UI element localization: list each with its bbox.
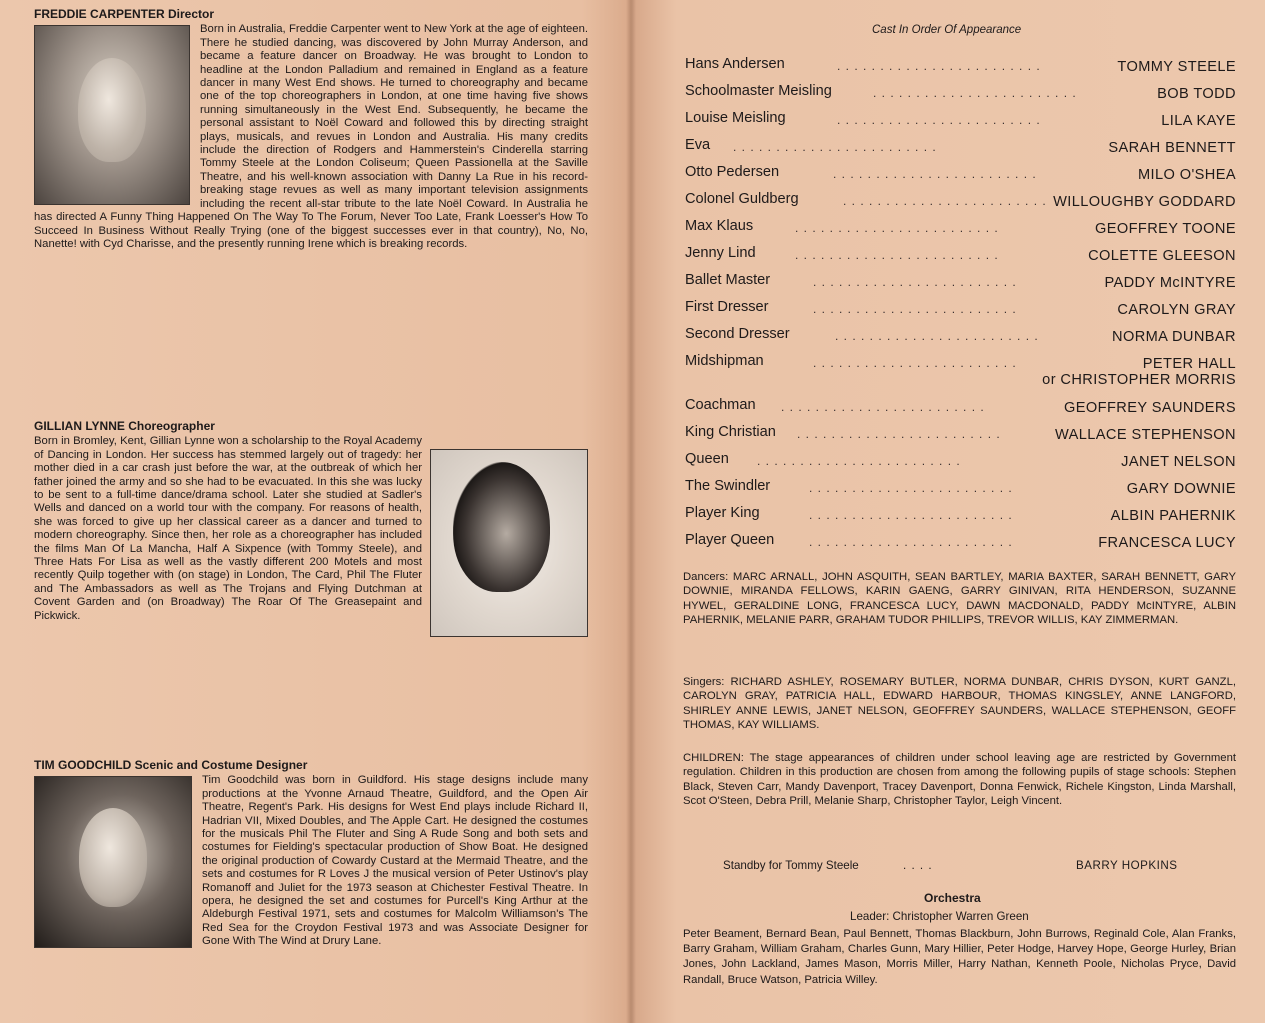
- leader-dots: . . . . . . . . . . . . . . . . . . . . . . . .: [809, 508, 1013, 522]
- leader-dots: . . . . . . . . . . . . . . . . . . . . . . . .: [809, 481, 1013, 495]
- cast-row: [685, 137, 1236, 159]
- cast-role: Queen: [685, 451, 729, 467]
- singers-list: [683, 675, 1236, 733]
- cast-role: Max Klaus: [685, 218, 754, 234]
- leader-dots: . . . . . . . . . . . . . . . . . . . . . . . .: [797, 427, 1001, 441]
- bio-gillian-lynne: [34, 420, 588, 641]
- cast-actor: GEOFFREY SAUNDERS: [1064, 400, 1236, 416]
- cast-row: [685, 451, 1236, 473]
- leader-dots: . . . . . . . . . . . . . . . . . . . . . . . .: [813, 302, 1017, 316]
- cast-role: King Christian: [685, 424, 776, 440]
- orchestra-heading: Orchestra: [924, 891, 981, 905]
- cast-row: [685, 83, 1236, 105]
- cast-role: Second Dresser: [685, 326, 790, 342]
- cast-row: [685, 505, 1236, 527]
- cast-row: [685, 532, 1236, 554]
- cast-row: [685, 353, 1236, 393]
- portrait-photo-gillian-lynne: [430, 449, 588, 637]
- leader-dots: . . . . . . . . . . . . . . . . . . . . . . . .: [837, 59, 1041, 73]
- right-page: [632, 0, 1265, 1023]
- orchestra-members: Peter Beament, Bernard Bean, Paul Bennett, Thomas Blackburn, John Burrows, Reginald Cole, Alan Franks, Barry Graham, William Graham, Charles Gunn, Mary Hillier, Peter Hodge, Harvey Hope, George Hurley, Brian Jones, John Lackland, James Mason, Morris Miller, Harry Nathan, Kenneth Poole, Nicholas Pryce, David Randall, Bruce Watson, Patricia Willey.: [683, 928, 1236, 986]
- cast-actor: SARAH BENNETT: [1108, 140, 1236, 156]
- dancers-text: Dancers: MARC ARNALL, JOHN ASQUITH, SEAN BARTLEY, MARIA BAXTER, SARAH BENNETT, GARY DOWNIE, MIRANDA FELLOWS, KARIN GAENG, GARRY GINIVAN, RITA HENDERSON, SUZANNE HYWEL, GERALDINE LONG, FRANCESCA LUCY, DAWN MACDONALD, PADDY McINTYRE, ALBIN PAHERNIK, MELANIE PARR, GRAHAM TUDOR PHILLIPS, TREVOR WILLIS, KAY ZIMMERMAN.: [683, 571, 1236, 627]
- cast-actor: FRANCESCA LUCY: [1098, 535, 1236, 551]
- cast-actor-alternate: or CHRISTOPHER MORRIS: [1042, 372, 1236, 388]
- cast-role: Player King: [685, 505, 760, 521]
- bio-freddie-carpenter: [34, 8, 588, 251]
- leader-dots: . . . . . . . . . . . . . . . . . . . . . . . .: [733, 140, 937, 154]
- cast-actor: PETER HALL: [1142, 356, 1236, 372]
- bio-tim-goodchild: [34, 759, 588, 952]
- cast-actor: TOMMY STEELE: [1117, 59, 1236, 75]
- leader-dots: . . . . . . . . . . . . . . . . . . . . . . . .: [809, 535, 1013, 549]
- page-gutter: [626, 0, 636, 1023]
- bio-heading: GILLIAN LYNNE Choreographer: [34, 419, 215, 433]
- cast-row: [685, 478, 1236, 500]
- leader-dots: . . . . . . . . . . . . . . . . . . . . . . . .: [781, 400, 985, 414]
- cast-role: Otto Pedersen: [685, 164, 780, 180]
- bio-heading: FREDDIE CARPENTER Director: [34, 7, 215, 21]
- cast-row: [685, 56, 1236, 78]
- cast-actor: JANET NELSON: [1121, 454, 1236, 470]
- dancers-list: [683, 570, 1236, 628]
- standby-role: Standby for Tommy Steele: [723, 859, 859, 872]
- cast-row: [685, 397, 1236, 419]
- cast-role: Midshipman: [685, 353, 764, 369]
- orchestra-leader: Leader: Christopher Warren Green: [850, 910, 1029, 923]
- cast-role: Jenny Lind: [685, 245, 756, 261]
- cast-row: [685, 245, 1236, 267]
- leader-dots: . . . . . . . . . . . . . . . . . . . . . . . .: [833, 167, 1037, 181]
- cast-row: [685, 164, 1236, 186]
- cast-role: The Swindler: [685, 478, 771, 494]
- cast-actor: PADDY McINTYRE: [1104, 275, 1236, 291]
- leader-dots: . . . . . . . . . . . . . . . . . . . . . . . .: [835, 329, 1039, 343]
- bio-heading: TIM GOODCHILD Scenic and Costume Designer: [34, 758, 308, 772]
- cast-actor: NORMA DUNBAR: [1112, 329, 1236, 345]
- cast-caption: Cast In Order Of Appearance: [872, 24, 1022, 36]
- bio-text: Born in Bromley, Kent, Gillian Lynne won a scholarship to the Royal Academy of Dancing in London. Her success has stemmed largely out of tragedy: her mother died in a car crash just before the war, at the outbreak of which her father joined the army and so she had to be evacuated. In this she was lucky to be sent to a full-time dance/drama school. Later she studied at Sadler's Wells and danced on a world tour with the company. For reasons of health, she was forced to give up her classical career as a dancer and turned to modern choreography. Since then, her role as a choreographer has included the films Man Of La Mancha, Half A Sixpence (with Tommy Steele), and Three Hats For Lisa as well as the vastly different 200 Motels and most recently Quilp together with (on stage) in London, The Card, Phil The Fluter and The Ambassadors as well as The Trojans and Flying Dutchman at Covent Garden and (on Broadway) The Roar Of The Greasepaint and Pickwick.: [34, 435, 422, 622]
- portrait-photo-freddie-carpenter: [34, 25, 190, 205]
- children-text: CHILDREN: The stage appearances of children under school leaving age are restricted by Government regulation. Children in this production are chosen from among the following pupils of stage schools: Stephen Black, Steven Carr, Mandy Davenport, Tracey Davenport, Donna Fenwick, Richele Kingston, Linda Marshall, Scot O'Steen, Debra Prill, Melanie Sharp, Christopher Taylor, Leigh Vincent.: [683, 752, 1236, 808]
- leader-dots: . . . .: [903, 859, 933, 872]
- cast-row: [685, 299, 1236, 321]
- leader-dots: . . . . . . . . . . . . . . . . . . . . . . . .: [813, 356, 1017, 370]
- cast-row: [685, 218, 1236, 240]
- cast-role: Ballet Master: [685, 272, 771, 288]
- leader-dots: . . . . . . . . . . . . . . . . . . . . . . . .: [813, 275, 1017, 289]
- cast-role: Player Queen: [685, 532, 775, 548]
- bio-text: Born in Australia, Freddie Carpenter went to New York at the age of eighteen. There he studied dancing, was discovered by John Murray Anderson, and became a feature dancer on Broadway. He was brought to London to headline at the London Palladium and remained in England as a feature dancer in many West End shows. He turned to choreography and became one of the top choreographers in London, at one time having five shows running simultaneously in the West End. Subsequently, he became the personal assistant to Noël Coward and followed this by directing straight plays, musicals, and revues in London and Australia. His many credits include the direction of Rodgers and Hammerstein's Cinderella starring Tommy Steele at the London Coliseum; Queen Passionella at the Saville Theatre, and his well-known association with Danny La Rue in his record-breaking stage revues as well as many important television assignments including the recent all-star tribute to the late Noël Coward. In Australia he has directed A Funny Thing Happened On The Way To The Forum, Never Too Late, Frank Loesser's How To Succeed In Business Without Really Trying (one of the biggest successes ever in that country), No, No, Nanette! with Cyd Charisse, and the presently running Irene which is breaking records.: [34, 23, 588, 250]
- cast-row: [685, 424, 1236, 446]
- cast-row: [685, 272, 1236, 294]
- cast-row: [685, 191, 1236, 213]
- cast-actor: BOB TODD: [1157, 86, 1236, 102]
- leader-dots: . . . . . . . . . . . . . . . . . . . . . . . .: [757, 454, 961, 468]
- leader-dots: . . . . . . . . . . . . . . . . . . . . . . . .: [795, 221, 999, 235]
- leader-dots: . . . . . . . . . . . . . . . . . . . . . . . .: [837, 113, 1041, 127]
- cast-actor: WILLOUGHBY GODDARD: [1053, 194, 1236, 210]
- cast-row: [685, 326, 1236, 348]
- children-notice: [683, 751, 1236, 809]
- standby-actor: BARRY HOPKINS: [1076, 859, 1178, 872]
- cast-role: First Dresser: [685, 299, 769, 315]
- cast-actor: MILO O'SHEA: [1137, 167, 1236, 183]
- cast-role: Hans Andersen: [685, 56, 785, 72]
- cast-row: [685, 110, 1236, 132]
- cast-actor: GEOFFREY TOONE: [1094, 221, 1236, 237]
- cast-actor: GARY DOWNIE: [1126, 481, 1236, 497]
- cast-actor: WALLACE STEPHENSON: [1054, 427, 1236, 443]
- leader-dots: . . . . . . . . . . . . . . . . . . . . . . . .: [873, 86, 1077, 100]
- cast-actor: LILA KAYE: [1161, 113, 1236, 129]
- cast-role: Coachman: [685, 397, 756, 413]
- singers-text: Singers: RICHARD ASHLEY, ROSEMARY BUTLER, NORMA DUNBAR, CHRIS DYSON, KURT GANZL, CAROLYN GRAY, PATRICIA HALL, EDWARD HARBOUR, THOMAS KINGSLEY, ANNE LANGFORD, SHIRLEY ANNE LEWIS, JANET NELSON, GEOFFREY SAUNDERS, WALLACE STEPHENSON, GEOFF THOMAS, KAY WILLIAMS.: [683, 676, 1236, 732]
- cast-role: Eva: [685, 137, 711, 153]
- cast-role: Louise Meisling: [685, 110, 786, 126]
- cast-actor: ALBIN PAHERNIK: [1110, 508, 1236, 524]
- leader-dots: . . . . . . . . . . . . . . . . . . . . . . . .: [843, 194, 1047, 208]
- portrait-photo-tim-goodchild: [34, 776, 192, 948]
- cast-role: Colonel Guldberg: [685, 191, 799, 207]
- left-page: [0, 0, 632, 1023]
- bio-text: Tim Goodchild was born in Guildford. His stage designs include many productions at the Yvonne Arnaud Theatre, Guildford, and the Open Air Theatre, Regent's Park. His designs for West End plays include Richard II, Hadrian VII, Mixed Doubles, and The Apple Cart. He designed the costumes for the musicals Phil The Fluter and Sing A Rude Song and both sets and costumes for Fielding's spectacular production of Show Boat. He designed the original production of Cowardy Custard at the Mermaid Theatre, and the sets and costumes for R Loves J the musical version of Peter Ustinov's play Romanoff and Juliet for the 1973 season at Chichester Festival Theatre. In opera, he designed the set and costumes for Purcell's King Arthur at the Aldeburgh Festival 1971, sets and costumes for Malcolm Williamson's The Red Sea for the Croydon Festival 1973 and was Associate Designer for Gone With The Wind at Drury Lane.: [202, 774, 588, 948]
- cast-role: Schoolmaster Meisling: [685, 83, 832, 99]
- leader-dots: . . . . . . . . . . . . . . . . . . . . . . . .: [795, 248, 999, 262]
- cast-actor: COLETTE GLEESON: [1088, 248, 1236, 264]
- cast-actor: CAROLYN GRAY: [1117, 302, 1236, 318]
